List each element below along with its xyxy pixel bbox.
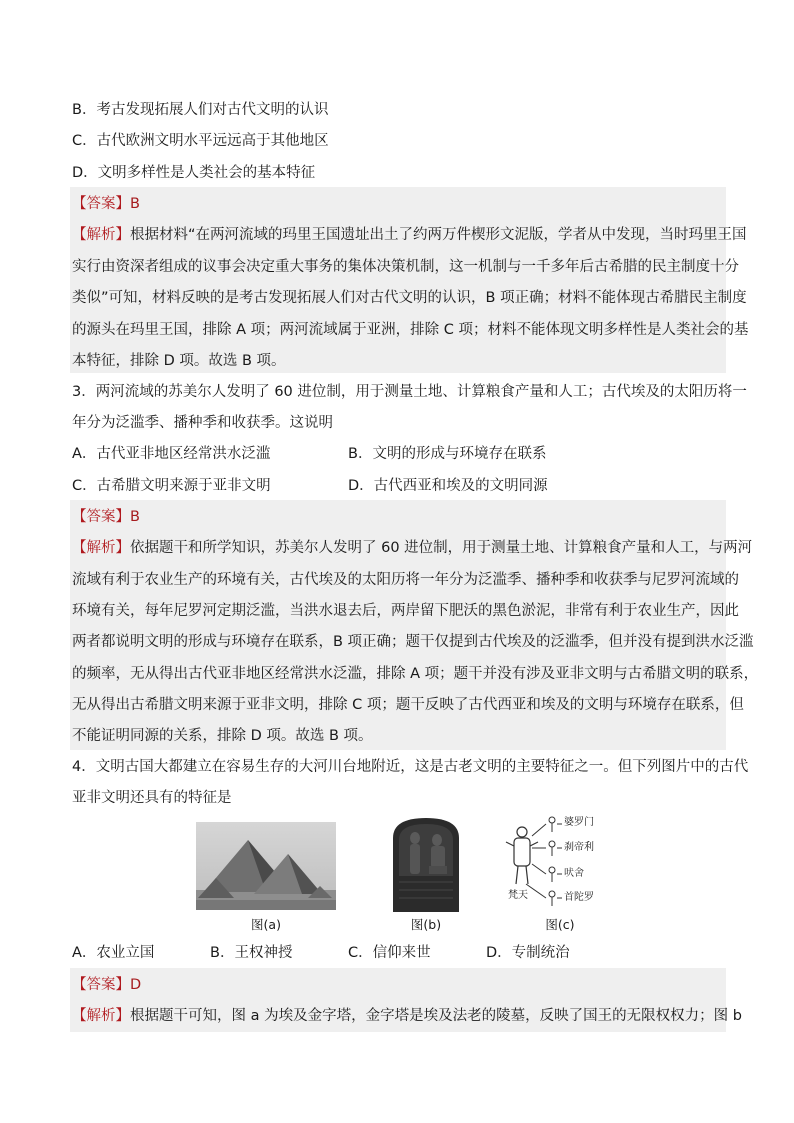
q4-answer bbox=[72, 975, 141, 995]
q4-stem-line-1: 4．文明古国大都建立在容易生存的大河川台地附近，这是古老文明的主要特征之一。但下列图片中的古代 bbox=[72, 759, 749, 775]
answer-value: D bbox=[130, 977, 142, 993]
q3-stem-line-1: 3．两河流域的苏美尔人发明了 60 进位制，用于测量土地、计算粮食产量和人工；古代埃及的太阳历将一 bbox=[72, 384, 747, 400]
q3-analysis-line-6: 无从得出古希腊文明来源于亚非文明，排除 C 项；题干反映了古代西亚和埃及的文明与环境存在联系，但 bbox=[72, 697, 744, 713]
q3-option-d: D．古代西亚和埃及的文明同源 bbox=[348, 478, 548, 494]
q3-answer bbox=[72, 507, 140, 527]
answer-value: B bbox=[130, 509, 140, 525]
q2-analysis-line-1 bbox=[72, 225, 747, 245]
q3-option-a: A．古代亚非地区经常洪水泛滥 bbox=[72, 446, 271, 462]
q2-answer-block bbox=[70, 187, 726, 373]
answer-tag: 【答案】 bbox=[72, 509, 130, 525]
analysis-text: 根据材料“在两河流域的玛里王国遗址出土了约两万件楔形文泥版，学者从中发现，当时玛里王国 bbox=[130, 227, 747, 243]
q4-option-c: C．信仰来世 bbox=[348, 945, 431, 961]
q2-analysis-line-4: 的源头在玛里王国，排除 A 项；两河流域属于亚洲，排除 C 项；材料不能体现文明多样性是人类社会的基 bbox=[72, 322, 749, 338]
q2-option-b: B．考古发现拓展人们对古代文明的认识 bbox=[72, 102, 329, 118]
q3-analysis-line-5: 的频率，无从得出古代亚非地区经常洪水泛滥，排除 A 项；题干并没有涉及亚非文明与古希腊文明的联系， bbox=[72, 666, 759, 682]
figure-b-stele bbox=[387, 816, 465, 912]
analysis-text: 依据题干和所学知识，苏美尔人发明了 60 进位制，用于测量土地、计算粮食产量和人工，与两河 bbox=[130, 540, 753, 556]
analysis-tag: 【解析】 bbox=[72, 1008, 130, 1024]
q3-analysis-line-7: 不能证明同源的关系，排除 D 项。故选 B 项。 bbox=[72, 728, 373, 744]
q2-option-d: D．文明多样性是人类社会的基本特征 bbox=[72, 165, 316, 181]
figure-c-caption: 图(c) bbox=[545, 917, 575, 932]
q3-analysis-line-2: 流域有利于农业生产的环境有关，古代埃及的太阳历将一年分为泛滥季、播种季和收获季与尼罗河流域的 bbox=[72, 572, 739, 588]
figure-a-caption: 图(a) bbox=[251, 917, 281, 932]
q3-stem-line-2: 年分为泛滥季、播种季和收获季。这说明 bbox=[72, 415, 333, 431]
caste-label-kshatriya: 刹帝利 bbox=[564, 842, 594, 853]
q2-analysis-line-5: 本特征，排除 D 项。故选 B 项。 bbox=[72, 353, 286, 369]
q3-analysis-line-3: 环境有关，每年尼罗河定期泛滥，当洪水退去后，两岸留下肥沃的黑色淤泥，非常有利于农业生产，因此 bbox=[72, 603, 739, 619]
q3-option-b: B．文明的形成与环境存在联系 bbox=[348, 446, 547, 462]
caste-label-brahma: 梵天 bbox=[508, 890, 528, 901]
answer-tag: 【答案】 bbox=[72, 977, 130, 993]
answer-tag: 【答案】 bbox=[72, 196, 130, 212]
q4-option-a: A．农业立国 bbox=[72, 945, 155, 961]
q2-analysis-line-3: 类似”可知，材料反映的是考古发现拓展人们对古代文明的认识，B 项正确；材料不能体现古希腊民主制度 bbox=[72, 290, 747, 306]
analysis-tag: 【解析】 bbox=[72, 540, 130, 556]
caste-label-shudra: 首陀罗 bbox=[564, 892, 594, 903]
q4-analysis-line-1 bbox=[72, 1006, 742, 1026]
caste-label-vaishya: 吠舍 bbox=[564, 868, 584, 879]
figure-b-caption: 图(b) bbox=[410, 917, 442, 932]
caste-label-brahmin: 婆罗门 bbox=[564, 817, 594, 828]
figure-a-pyramids bbox=[196, 822, 336, 910]
q3-option-c: C．古希腊文明来源于亚非文明 bbox=[72, 478, 271, 494]
q4-option-b: B．王权神授 bbox=[210, 945, 293, 961]
q2-option-c: C．古代欧洲文明水平远远高于其他地区 bbox=[72, 133, 329, 149]
q2-answer bbox=[72, 194, 140, 214]
q4-stem-line-2: 亚非文明还具有的特征是 bbox=[72, 790, 232, 806]
figure-c-caste-diagram bbox=[502, 812, 620, 912]
analysis-tag: 【解析】 bbox=[72, 227, 130, 243]
q3-analysis-line-4: 两者都说明文明的形成与环境存在联系，B 项正确；题干仅提到古代埃及的泛滥季，但并没有提到洪水泛滥 bbox=[72, 634, 754, 650]
answer-value: B bbox=[130, 196, 140, 212]
q2-analysis-line-2: 实行由资深者组成的议事会决定重大事务的集体决策机制，这一机制与一千多年后古希腊的民主制度十分 bbox=[72, 259, 739, 275]
analysis-text: 根据题干可知，图 a 为埃及金字塔，金字塔是埃及法老的陵墓，反映了国王的无限权权力；图 b bbox=[130, 1008, 742, 1024]
q3-analysis-line-1 bbox=[72, 538, 752, 558]
q4-option-d: D．专制统治 bbox=[486, 945, 570, 961]
